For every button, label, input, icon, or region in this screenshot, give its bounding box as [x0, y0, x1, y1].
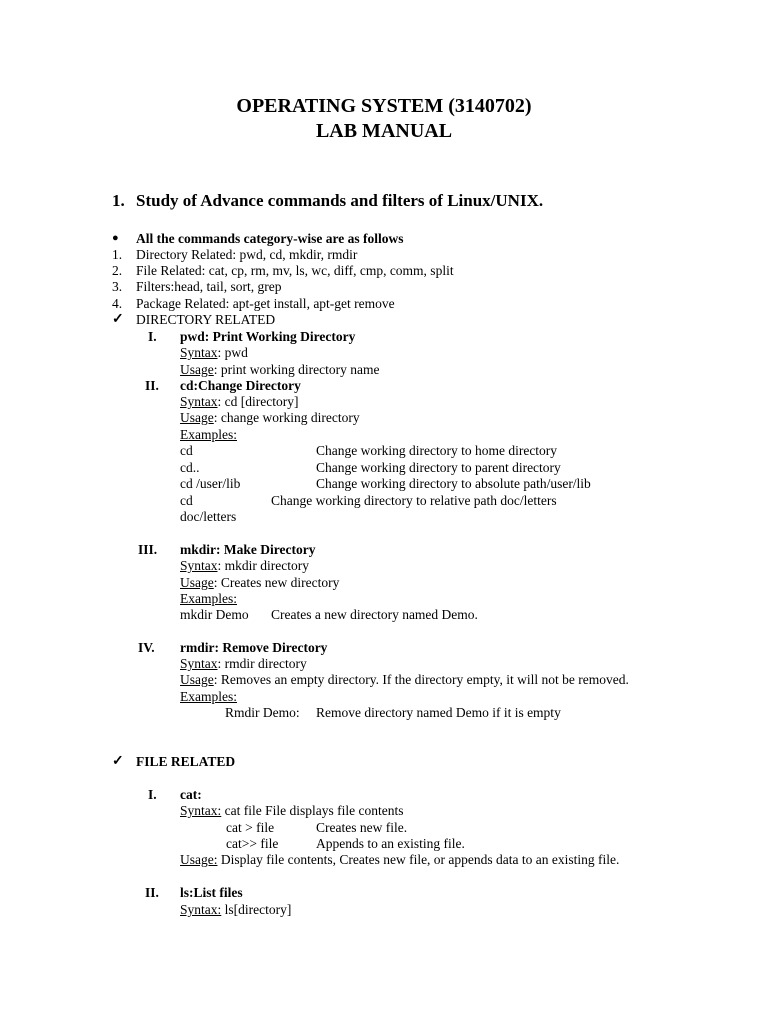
example-command: Rmdir Demo: — [225, 705, 300, 720]
cd-syntax — [180, 395, 298, 409]
cd-usage — [180, 411, 360, 425]
example-command: cd /user/lib — [180, 476, 241, 491]
usage-label: Usage — [180, 672, 214, 687]
rmdir-examples-label: Examples: — [180, 689, 237, 704]
syntax-label: Syntax — [180, 394, 218, 409]
syntax-label: Syntax: — [180, 902, 222, 917]
example-command: cat>> file — [226, 836, 279, 851]
section-heading: Study of Advance commands and filters of Linux/UNIX. — [136, 191, 544, 210]
usage-text: : Creates new directory — [213, 575, 340, 590]
list-item-number: 4. — [112, 296, 123, 311]
rmdir-syntax — [180, 657, 307, 671]
example-description: Change working directory to absolute path/user/lib — [316, 476, 591, 491]
example-command: cd — [180, 493, 193, 508]
example-description: Change working directory to relative path doc/letters — [271, 493, 557, 508]
cat-roman-numeral: I. — [148, 787, 157, 802]
example-command-wrap: doc/letters — [180, 509, 237, 524]
list-item: Directory Related: pwd, cd, mkdir, rmdir — [136, 247, 358, 262]
usage-text: : print working directory name — [213, 362, 380, 377]
usage-label: Usage — [180, 410, 214, 425]
rmdir-heading: rmdir: Remove Directory — [180, 640, 328, 655]
list-item: Package Related: apt-get install, apt-get remove — [136, 296, 395, 311]
syntax-label: Syntax — [180, 558, 218, 573]
mkdir-examples-label: Examples: — [180, 591, 237, 606]
example-command: cd.. — [180, 460, 200, 475]
syntax-text: cat file File displays file contents — [221, 803, 404, 818]
example-command: cd — [180, 443, 193, 458]
list-item-number: 3. — [112, 279, 123, 294]
syntax-text: ls[directory] — [221, 902, 292, 917]
document-title-line2: LAB MANUAL — [315, 120, 453, 142]
usage-text: : Removes an empty directory. If the directory empty, it will not be removed. — [213, 672, 629, 687]
example-description: Remove directory named Demo if it is empty — [316, 705, 561, 720]
pwd-syntax — [180, 346, 248, 360]
bullet-icon: ● — [112, 232, 119, 244]
cd-heading: cd:Change Directory — [180, 378, 301, 393]
section-number: 1. — [112, 191, 125, 210]
example-command: cat > file — [226, 820, 275, 835]
usage-text: : change working directory — [213, 410, 360, 425]
list-item-number: 2. — [112, 263, 123, 278]
usage-label: Usage — [180, 575, 214, 590]
usage-label: Usage — [180, 362, 214, 377]
list-item: File Related: cat, cp, rm, mv, ls, wc, diff, cmp, comm, split — [136, 263, 454, 278]
example-description: Change working directory to parent directory — [316, 460, 561, 475]
syntax-label: Syntax — [180, 656, 218, 671]
mkdir-usage — [180, 576, 339, 590]
syntax-text: : pwd — [217, 345, 248, 360]
mkdir-heading: mkdir: Make Directory — [180, 542, 316, 557]
example-description: Appends to an existing file. — [316, 836, 465, 851]
ls-heading: ls:List files — [180, 885, 243, 900]
usage-text: Display file contents, Creates new file, or appends data to an existing file. — [217, 852, 620, 867]
document-title-line1: OPERATING SYSTEM (3140702) — [236, 95, 532, 117]
example-command: mkdir Demo — [180, 607, 249, 622]
checkmark-icon: ✓ — [112, 312, 124, 327]
categories-intro: All the commands category-wise are as follows — [136, 231, 404, 246]
mkdir-roman-numeral: III. — [138, 542, 158, 557]
cat-usage — [180, 853, 619, 867]
cat-heading: cat: — [180, 787, 202, 802]
syntax-text: : rmdir directory — [217, 656, 307, 671]
syntax-label: Syntax: — [180, 803, 222, 818]
usage-label: Usage: — [180, 852, 218, 867]
mkdir-syntax — [180, 559, 309, 573]
example-description: Creates new file. — [316, 820, 408, 835]
checkmark-icon: ✓ — [112, 754, 124, 769]
cd-roman-numeral: II. — [145, 378, 159, 393]
list-item-number: 1. — [112, 247, 123, 262]
pwd-roman-numeral: I. — [148, 329, 157, 344]
ls-syntax — [180, 903, 291, 917]
file-related-heading: FILE RELATED — [136, 754, 236, 769]
list-item: Filters:head, tail, sort, grep — [136, 279, 282, 294]
pwd-heading: pwd: Print Working Directory — [180, 329, 356, 344]
ls-roman-numeral: II. — [145, 885, 159, 900]
syntax-text: : cd [directory] — [217, 394, 299, 409]
example-description: Change working directory to home directory — [316, 443, 558, 458]
pwd-usage — [180, 363, 379, 377]
rmdir-roman-numeral: IV. — [138, 640, 155, 655]
example-description: Creates a new directory named Demo. — [271, 607, 478, 622]
rmdir-usage — [180, 673, 629, 687]
syntax-label: Syntax — [180, 345, 218, 360]
cd-examples-label: Examples: — [180, 427, 237, 442]
syntax-text: : mkdir directory — [217, 558, 309, 573]
cat-syntax — [180, 804, 403, 818]
directory-related-heading: DIRECTORY RELATED — [136, 312, 276, 327]
